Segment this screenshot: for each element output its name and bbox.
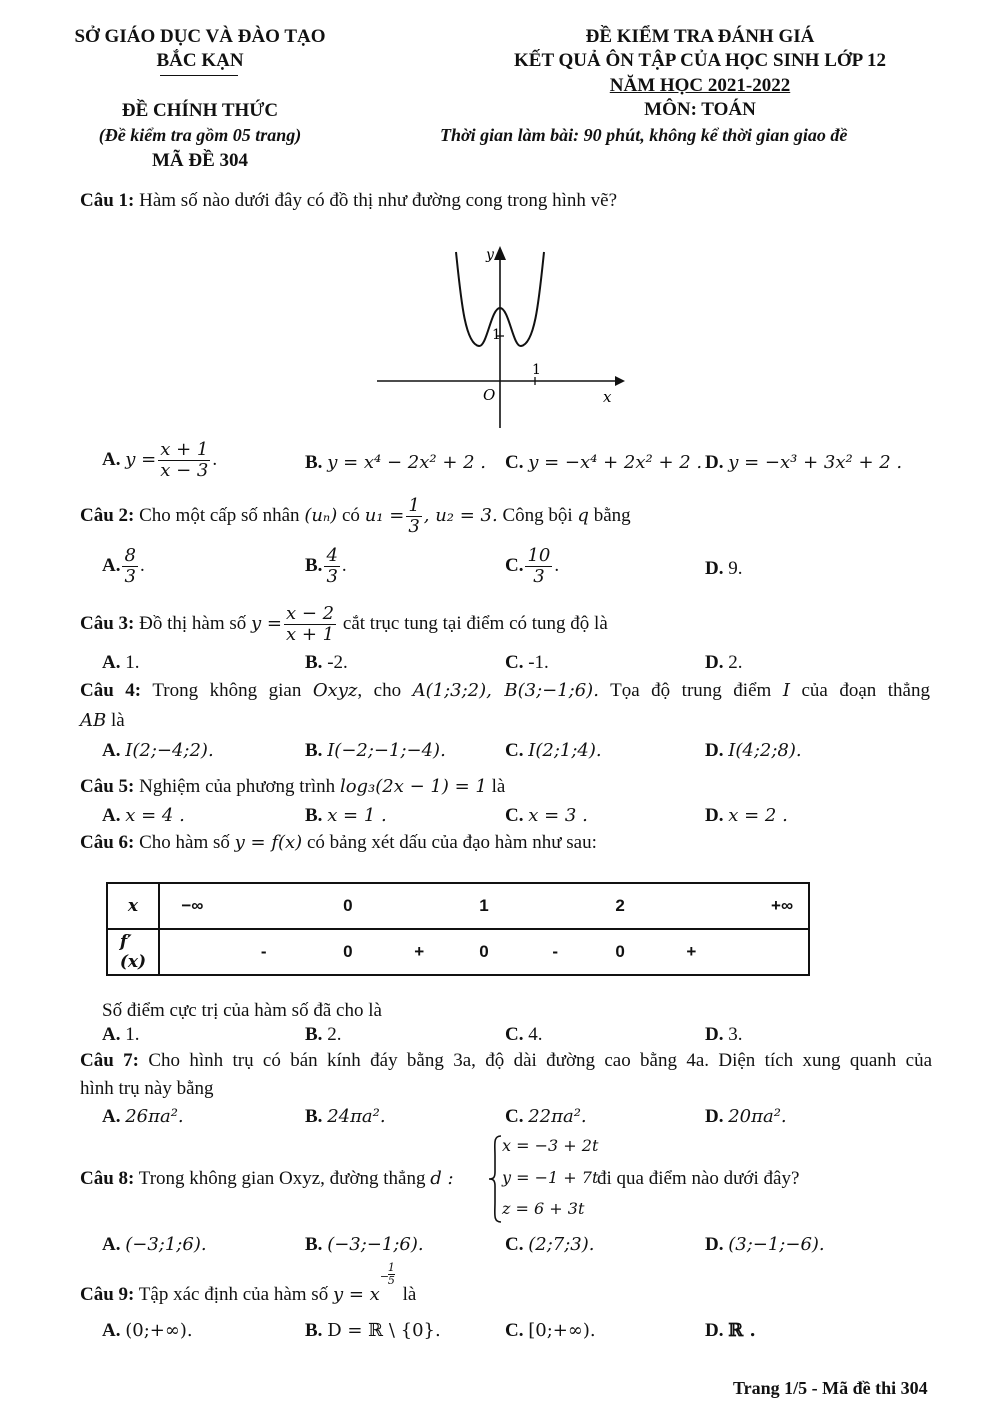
q6-sign-1: 0 <box>343 942 353 961</box>
q6-x-val-2: 1 <box>479 896 489 915</box>
q4-stem-line1: Câu 4: Trong không gian Oxyz, cho A(1;3;2), B(3;−1;6). Tọa độ trung điểm I của đoạn thẳng <box>80 680 930 701</box>
q6-option-a[interactable]: A. 1. <box>102 1024 140 1045</box>
q9-option-d[interactable]: D. ℝ . <box>705 1320 756 1341</box>
header-right-line1: ĐỀ KIỂM TRA ĐÁNH GIÁ <box>585 26 815 47</box>
q1-tick-y: 1 <box>492 327 501 343</box>
q7-option-c[interactable]: C. 22πa². <box>505 1106 587 1127</box>
q7-label: Câu 7: <box>80 1050 139 1071</box>
q8-option-d[interactable]: D. (3;−1;−6). <box>705 1234 825 1255</box>
q7-option-d[interactable]: D. 20πa². <box>705 1106 787 1127</box>
q6-x-val-4: +∞ <box>771 896 794 915</box>
q7-stem-line1: Câu 7: Cho hình trụ có bán kính đáy bằng 3a, độ dài đường cao bằng 4a. Diện tích xung quanh của <box>80 1050 933 1071</box>
q9-stem: Câu 9: Tập xác định của hàm số y = x − 1 5 là <box>80 1261 417 1305</box>
q8-label: Câu 8: <box>80 1168 135 1189</box>
q8-system-eq2: y = −1 + 7t <box>502 1168 599 1187</box>
q6-table-row-x <box>107 883 809 929</box>
header-right-line3: NĂM HỌC 2021-2022 <box>609 75 791 96</box>
q3-label: Câu 3: <box>80 612 135 634</box>
q4-label: Câu 4: <box>80 680 142 701</box>
q5-option-a[interactable]: A. x = 4 . <box>102 805 185 826</box>
q8-option-a[interactable]: A. (−3;1;6). <box>102 1234 207 1255</box>
header-right-line2: KẾT QUẢ ÔN TẬP CỦA HỌC SINH LỚP 12 <box>514 50 886 71</box>
q1-text: Hàm số nào dưới đây có đồ thị như đường cong trong hình vẽ? <box>139 190 618 211</box>
q6-x-val-1: 0 <box>343 896 353 915</box>
q6-x-val-3: 2 <box>615 896 625 915</box>
header-left-line2: BẮC KẠN <box>156 50 244 71</box>
q9-option-a[interactable]: A. (0;+∞). <box>102 1320 193 1341</box>
q6-stem: Câu 6: Cho hàm số y = f(x) có bảng xét dấu của đạo hàm như sau: <box>80 832 597 853</box>
q1-option-a[interactable]: A. y = $\frac{x + 1}{x - 3}$ . <box>102 439 218 481</box>
q1-origin-label: O <box>483 386 496 404</box>
q1-stem <box>80 190 617 212</box>
q1-option-b[interactable]: B. y = x⁴ − 2x² + 2 . <box>305 452 487 473</box>
q1-axis-label-x: x <box>603 388 612 406</box>
q2-option-c[interactable]: C. $\frac{10}{3}$ . <box>505 545 560 587</box>
q4-option-c[interactable]: C. I(2;1;4). <box>505 740 602 761</box>
q9-option-b[interactable]: B. D = ℝ \ {0}. <box>305 1320 441 1341</box>
q6-option-c[interactable]: C. 4. <box>505 1024 543 1045</box>
q4-stem-line2: AB là <box>80 710 125 731</box>
q7-stem-line2: hình trụ này bằng <box>80 1078 214 1099</box>
q6-sign-2: + <box>414 942 425 961</box>
q1-option-c[interactable]: C. y = −x⁴ + 2x² + 2 . <box>505 452 703 473</box>
q6-label: Câu 6: <box>80 832 135 853</box>
q1-axis-label-y: y <box>486 247 494 263</box>
q8-option-c[interactable]: C. (2;7;3). <box>505 1234 595 1255</box>
q6-row-head-x: x <box>127 896 139 916</box>
q1-x-axis <box>377 376 625 386</box>
q3-option-d[interactable]: D. 2. <box>705 652 743 673</box>
q8-stem: Câu 8: Trong không gian Oxyz, đường thẳng d : <box>80 1168 454 1189</box>
q6-sign-5: 0 <box>615 942 625 961</box>
header-right-line4: MÔN: TOÁN <box>644 99 756 120</box>
q6-sign-table <box>106 882 810 976</box>
q9-label: Câu 9: <box>80 1284 135 1305</box>
q1-label: Câu 1: <box>80 190 135 211</box>
q2-option-d[interactable]: D. 9. <box>705 558 743 579</box>
q7-option-a[interactable]: A. 26πa². <box>102 1106 184 1127</box>
page-footer: Trang 1/5 - Mã đề thi 304 <box>733 1378 928 1398</box>
header-left-line5: MÃ ĐỀ 304 <box>151 150 249 171</box>
q3-option-b[interactable]: B. -2. <box>305 652 348 673</box>
q6-question: Số điểm cực trị của hàm số đã cho là <box>102 1000 382 1021</box>
q8-option-b[interactable]: B. (−3;−1;6). <box>305 1234 424 1255</box>
q7-option-b[interactable]: B. 24πa². <box>305 1106 386 1127</box>
header-left-rule <box>160 75 238 76</box>
header-right-line5: Thời gian làm bài: 90 phút, không kể thời gian giao đề <box>440 125 848 145</box>
q8-brace <box>487 1134 503 1224</box>
header-left-line4: (Đề kiểm tra gồm 05 trang) <box>98 125 302 145</box>
q1-tick-x: 1 <box>532 362 541 378</box>
q2-label: Câu 2: <box>80 504 135 526</box>
q8-system-eq3: z = 6 + 3t <box>502 1199 585 1218</box>
q5-label: Câu 5: <box>80 776 135 797</box>
q9-option-c[interactable]: C. [0;+∞). <box>505 1320 596 1341</box>
q2-option-b[interactable]: B. $\frac{4}{3}$ . <box>305 545 347 587</box>
q3-option-a[interactable]: A. 1. <box>102 652 140 673</box>
q8-system-eq1: x = −3 + 2t <box>502 1136 599 1155</box>
q8-stem-end: đi qua điểm nào dưới đây? <box>597 1168 800 1189</box>
q6-sign-4: - <box>552 942 559 961</box>
q6-table-row-fprime <box>107 929 809 975</box>
q6-option-d[interactable]: D. 3. <box>705 1024 743 1045</box>
q4-option-d[interactable]: D. I(4;2;8). <box>705 740 802 761</box>
q6-sign-3: 0 <box>479 942 489 961</box>
q3-stem: Câu 3: Đồ thị hàm số y = $\frac{x - 2}{x + 1}$ cắt trục tung tại điểm có tung độ là <box>80 603 608 645</box>
q6-sign-6: + <box>686 942 697 961</box>
q5-option-d[interactable]: D. x = 2 . <box>705 805 788 826</box>
q4-option-a[interactable]: A. I(2;−4;2). <box>102 740 214 761</box>
q1-graph <box>375 240 625 430</box>
header-left-line3: ĐỀ CHÍNH THỨC <box>121 100 279 121</box>
q1-option-d[interactable]: D. y = −x³ + 3x² + 2 . <box>705 452 903 473</box>
q6-x-val-0: −∞ <box>181 896 204 915</box>
q4-option-b[interactable]: B. I(−2;−1;−4). <box>305 740 446 761</box>
q5-stem: Câu 5: Nghiệm của phương trình log₃(2x − 1) = 1 là <box>80 776 506 797</box>
q6-row-head-fprime: f′(x) <box>119 932 147 972</box>
q3-option-c[interactable]: C. -1. <box>505 652 549 673</box>
q5-option-b[interactable]: B. x = 1 . <box>305 805 387 826</box>
q5-option-c[interactable]: C. x = 3 . <box>505 805 588 826</box>
header-left-line1: SỞ GIÁO DỤC VÀ ĐÀO TẠO <box>74 26 326 47</box>
q2-option-a[interactable]: A. $\frac{8}{3}$ . <box>102 545 145 587</box>
q6-sign-0: - <box>260 942 267 961</box>
q6-option-b[interactable]: B. 2. <box>305 1024 342 1045</box>
q2-stem: Câu 2: Cho một cấp số nhân (uₙ) có u₁ = $\frac{1}{3}$ , u₂ = 3. Công bội q bằng <box>80 495 631 537</box>
